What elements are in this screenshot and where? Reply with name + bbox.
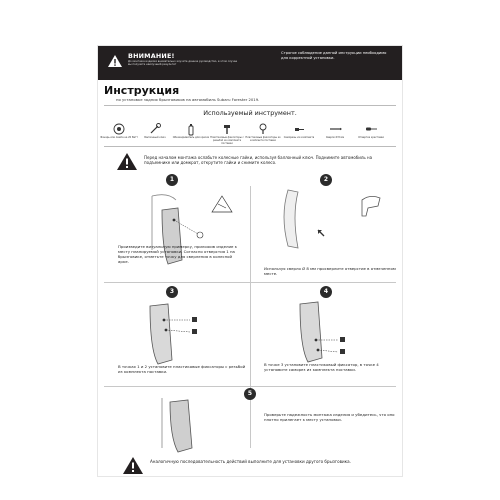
step-4-illustration xyxy=(268,300,388,370)
tool-item xyxy=(172,122,210,140)
step-3-illustration xyxy=(128,300,238,370)
caution-icon xyxy=(122,456,144,475)
step-number: 5 xyxy=(244,388,256,400)
tool-item xyxy=(100,122,138,140)
drill-bit-icon xyxy=(328,122,342,136)
tool-label: Обезжириватель для краски xyxy=(172,136,210,139)
warning-subtext: До монтажа изделия внимательно изучите данное руководство, в этом случае вы получите наилучший результат xyxy=(128,60,238,67)
spray-icon xyxy=(184,122,198,136)
instruction-sheet xyxy=(98,46,402,476)
tool-item xyxy=(208,122,246,146)
tool-label: Отвертка крестовая xyxy=(358,136,384,139)
row-divider xyxy=(104,386,396,387)
tool-item xyxy=(280,122,318,140)
tool-item xyxy=(244,122,282,143)
column-divider xyxy=(250,186,251,448)
lamp-icon xyxy=(112,122,126,136)
tool-label: Пластиковые фиксаторы из комплекта поставки xyxy=(245,136,281,142)
fastener-icon xyxy=(256,122,270,136)
clip-icon xyxy=(220,122,234,136)
divider xyxy=(104,105,396,106)
step-number: 4 xyxy=(320,286,332,298)
step-number: 1 xyxy=(166,174,178,186)
warning-title: ВНИМАНИЕ! xyxy=(128,52,175,60)
step-2-illustration xyxy=(258,186,398,266)
prewarning-text: Перед началом монтажа ослабьте колесные гайки, используя баллонный ключ. Поднимите автомобиль на подъемнике или домкрат, открутите гайки и снимите колесо. xyxy=(144,155,373,166)
tools-title: Используемый инструмент. xyxy=(203,109,297,117)
tool-label: Саморезы из комплекта xyxy=(283,136,315,139)
final-note: Аналогичную последовательность действий выполните для установки другого брызговика. xyxy=(150,459,351,464)
step-number: 3 xyxy=(166,286,178,298)
tool-label: Баллонный ключ xyxy=(144,136,166,139)
tool-label: Фонарь или лампа на 20 Ватт xyxy=(100,136,138,139)
step-2-text: Используя сверло Ø 8 мм просверлите отверстие в отмеченном месте. xyxy=(264,266,396,276)
warning-icon xyxy=(107,54,123,68)
row-divider xyxy=(104,282,396,283)
step-5-text: Проверьте надежность монтажа изделия и убедитесь, что оно плотно прилегает к месту установки. xyxy=(264,412,395,422)
tool-item xyxy=(352,122,390,140)
step-5-illustration xyxy=(148,392,238,454)
tool-item xyxy=(316,122,354,140)
header-note: Строгое соблюдение данной инструкции необходимо для корректной установки. xyxy=(281,51,387,60)
caution-icon xyxy=(116,152,138,171)
screwdriver-icon xyxy=(364,122,378,136)
page-title: Инструкция xyxy=(104,84,180,97)
wrench-icon xyxy=(148,122,162,136)
tool-label: Сверло Ø 8 мм xyxy=(325,136,345,139)
warning-header xyxy=(98,46,402,80)
tool-label: Пластиковые фиксаторы с резьбой из комплекта поставки xyxy=(210,136,244,145)
page-subtitle: по установке задних брызговиков на автомобиль Subaru Forester 2019. xyxy=(116,97,260,102)
step-3-text: В точках 1 и 2 установите пластиковые фиксаторы с резьбой из комплекта поставки. xyxy=(118,364,246,374)
step-4-text: В точке 3 установите пластиковый фиксатор, в точке 4 установите саморез из комплекта поставки. xyxy=(264,362,379,372)
screw-icon xyxy=(292,122,306,136)
tool-item xyxy=(136,122,174,140)
step-number: 2 xyxy=(320,174,332,186)
step-1-text: Произведите визуальную примерку, приложив изделие к месту планируемой установки. Согласно отверстия 1 на брызговике, отметьте точку для сверления в колесной арке. xyxy=(118,244,238,264)
divider xyxy=(104,146,396,147)
